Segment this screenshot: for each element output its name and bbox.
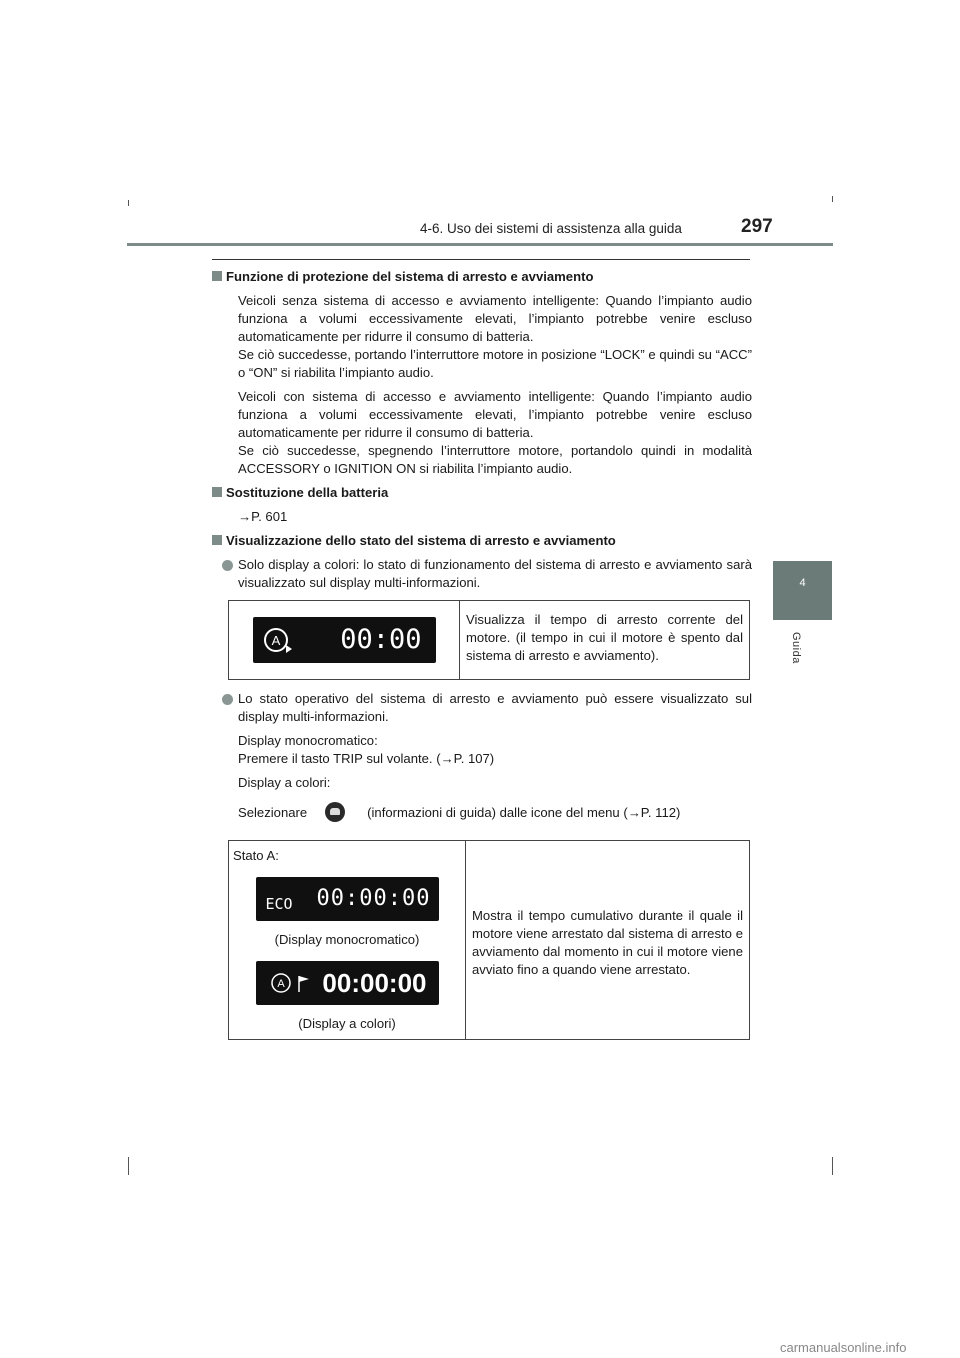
page-number: 297	[741, 216, 773, 237]
crop-mark	[832, 196, 833, 202]
watermark: carmanualsonline.info	[780, 1340, 907, 1355]
table-cell-text: Mostra il tempo cumulativo durante il quale il motore viene arrestato dal sistema di arresto e avviamento dal momento in cui il motore viene avviato fino a quando viene arrestato.	[466, 841, 750, 1040]
table-cell-image	[229, 601, 460, 680]
color-caption: (Display a colori)	[298, 1016, 396, 1031]
heading-visualizzazione: Visualizzazione dello stato del sistema di arresto e avviamento	[212, 532, 752, 550]
header-section-title: 4-6. Uso dei sistemi di assistenza alla guida	[420, 221, 682, 236]
main-content	[212, 268, 752, 1050]
state-label: Stato A:	[233, 848, 279, 863]
color-display-time: 00:00:00	[322, 968, 427, 998]
mono-display-screen	[256, 877, 439, 921]
paragraph-select-menu: Selezionare (informazioni di guida) dalle icone del menu (→P. 112)	[238, 802, 752, 822]
bullet-item: Solo display a colori: lo stato di funzionamento del sistema di arresto e avviamento sarà visualizzato sul display multi-informazioni.	[238, 556, 752, 592]
page-reference: →P. 601	[238, 509, 288, 524]
auto-stop-icon	[261, 625, 301, 655]
square-bullet-icon	[212, 487, 222, 497]
driving-info-menu-icon	[325, 802, 345, 822]
flag-icon	[296, 972, 314, 994]
display-time: 00:00	[340, 624, 422, 655]
info-table-cumulative-stop	[228, 840, 750, 1040]
chapter-number: 4	[799, 577, 806, 589]
mono-display-time: 00:00:00	[316, 886, 431, 911]
heading-protezione: Funzione di protezione del sistema di arresto e avviamento	[212, 268, 752, 286]
crop-mark	[832, 1157, 833, 1175]
heading-batteria: Sostituzione della batteria	[212, 484, 752, 502]
square-bullet-icon	[212, 535, 222, 545]
bullet-item: Lo stato operativo del sistema di arresto e avviamento può essere visualizzato sul display multi-informazioni.	[238, 690, 752, 726]
eco-label: ECO	[265, 895, 293, 913]
circle-bullet-icon	[222, 694, 233, 705]
paragraph: Veicoli senza sistema di accesso e avviamento intelligente: Quando l’impianto audio funziona a volumi eccessivamente elevati, l’impianto potrebbe venire escluso automaticamente per ridurre il consumo di batteria. Se ciò succedesse, portando l’interruttore motore in posizione “LOCK” e quindi su “ACC” o “ON” si riabilita l’impianto audio.	[238, 293, 752, 380]
crop-mark	[128, 200, 129, 206]
circle-bullet-icon	[222, 560, 233, 571]
color-display-screen	[253, 617, 436, 663]
svg-text:A: A	[271, 633, 280, 648]
table-cell-text: Visualizza il tempo di arresto corrente del motore. (il tempo in cui il motore è spento dal sistema di arresto e avviamento).	[460, 601, 750, 680]
table-cell-images	[229, 841, 466, 1040]
paragraph: Display monocromatico: Premere il tasto TRIP sul volante. (→P. 107)	[238, 733, 495, 766]
mono-caption: (Display monocromatico)	[274, 932, 420, 947]
header-rule	[127, 243, 833, 246]
info-table-current-stop	[228, 600, 750, 680]
svg-text:A: A	[276, 978, 285, 990]
paragraph: Display a colori:	[238, 775, 331, 790]
crop-mark	[128, 1157, 129, 1175]
chapter-label: Guida	[790, 632, 802, 664]
section-rule	[212, 259, 750, 260]
auto-stop-icon	[270, 972, 292, 994]
color-display-screen	[256, 961, 439, 1005]
paragraph: Veicoli con sistema di accesso e avviamento intelligente: Quando l’impianto audio funziona a volumi eccessivamente elevati, l’impianto potrebbe venire escluso automaticamente per ridurre il consumo di batteria. Se ciò succedesse, spegnendo l’interruttore motore, portandolo quindi in modalità ACCESSORY o IGNITION ON si riabilita l’impianto audio.	[238, 389, 752, 476]
chapter-tab	[773, 561, 832, 620]
square-bullet-icon	[212, 271, 222, 281]
